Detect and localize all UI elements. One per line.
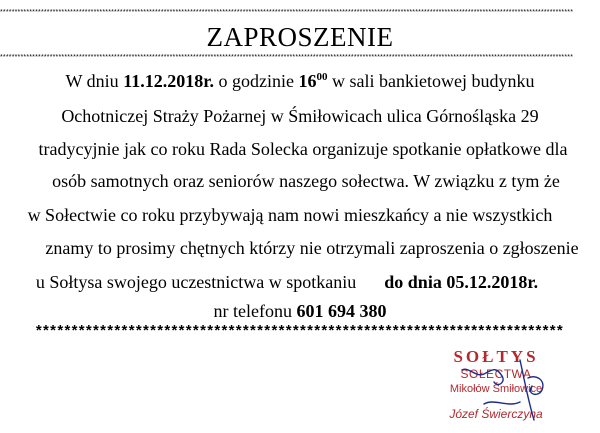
line-1-middle: o godzinie (214, 71, 299, 91)
stamp-title: SOŁTYS (453, 347, 539, 366)
event-minutes: 00 (316, 71, 328, 83)
bottom-star-border: ************************************************************************** (35, 323, 565, 338)
line-1-prefix: W dniu (65, 71, 124, 91)
page-title: ZAPROSZENIE (206, 22, 394, 52)
line-7-prefix: u Sołtysa swojego uczestnictwa w spotkaniu (35, 272, 357, 292)
soltys-stamp (424, 348, 568, 428)
stamp-place: Mikołów Śmiłowice (449, 383, 543, 395)
deadline-date: do dnia 05.12.2018r. (384, 272, 539, 292)
title-star-border: **************************************************************************************************************************************************************************************************** (0, 54, 574, 61)
phone-line (0, 302, 600, 320)
body-line-2: Ochotniczej Straży Pożarnej w Śmiłowicach ulica Górnośląska 29 (61, 106, 539, 126)
body-line-3: tradycyjnie jak co roku Rada Solecka organizuje spotkanie opłatkowe dla (38, 139, 568, 159)
body-line-6: znamy to prosimy chętnych którzy nie otrzymali zaproszenia o zgłoszenie (45, 238, 579, 258)
body-line-4: osób samotnych oraz seniorów naszego sołectwa. W związku z tym że (52, 171, 560, 191)
stamp-name: Józef Świerczyna (449, 407, 543, 421)
body-line-7 (0, 273, 587, 291)
top-star-border: **************************************************************************************************************************************************************************************************** (0, 9, 574, 16)
body-line-5: w Sołectwie co roku przybywają nam nowi mieszkańcy a nie wszystkich (27, 205, 553, 225)
stamp-subtitle: SOŁECTWA (460, 367, 532, 381)
line-1-suffix: w sali bankietowej budynku (327, 71, 535, 91)
event-date: 11.12.2018r. (123, 71, 215, 91)
phone-number: 601 694 380 (296, 301, 387, 321)
event-hour: 16 (298, 71, 317, 91)
phone-label: nr telefonu (213, 301, 297, 321)
body-line-1 (0, 72, 600, 90)
